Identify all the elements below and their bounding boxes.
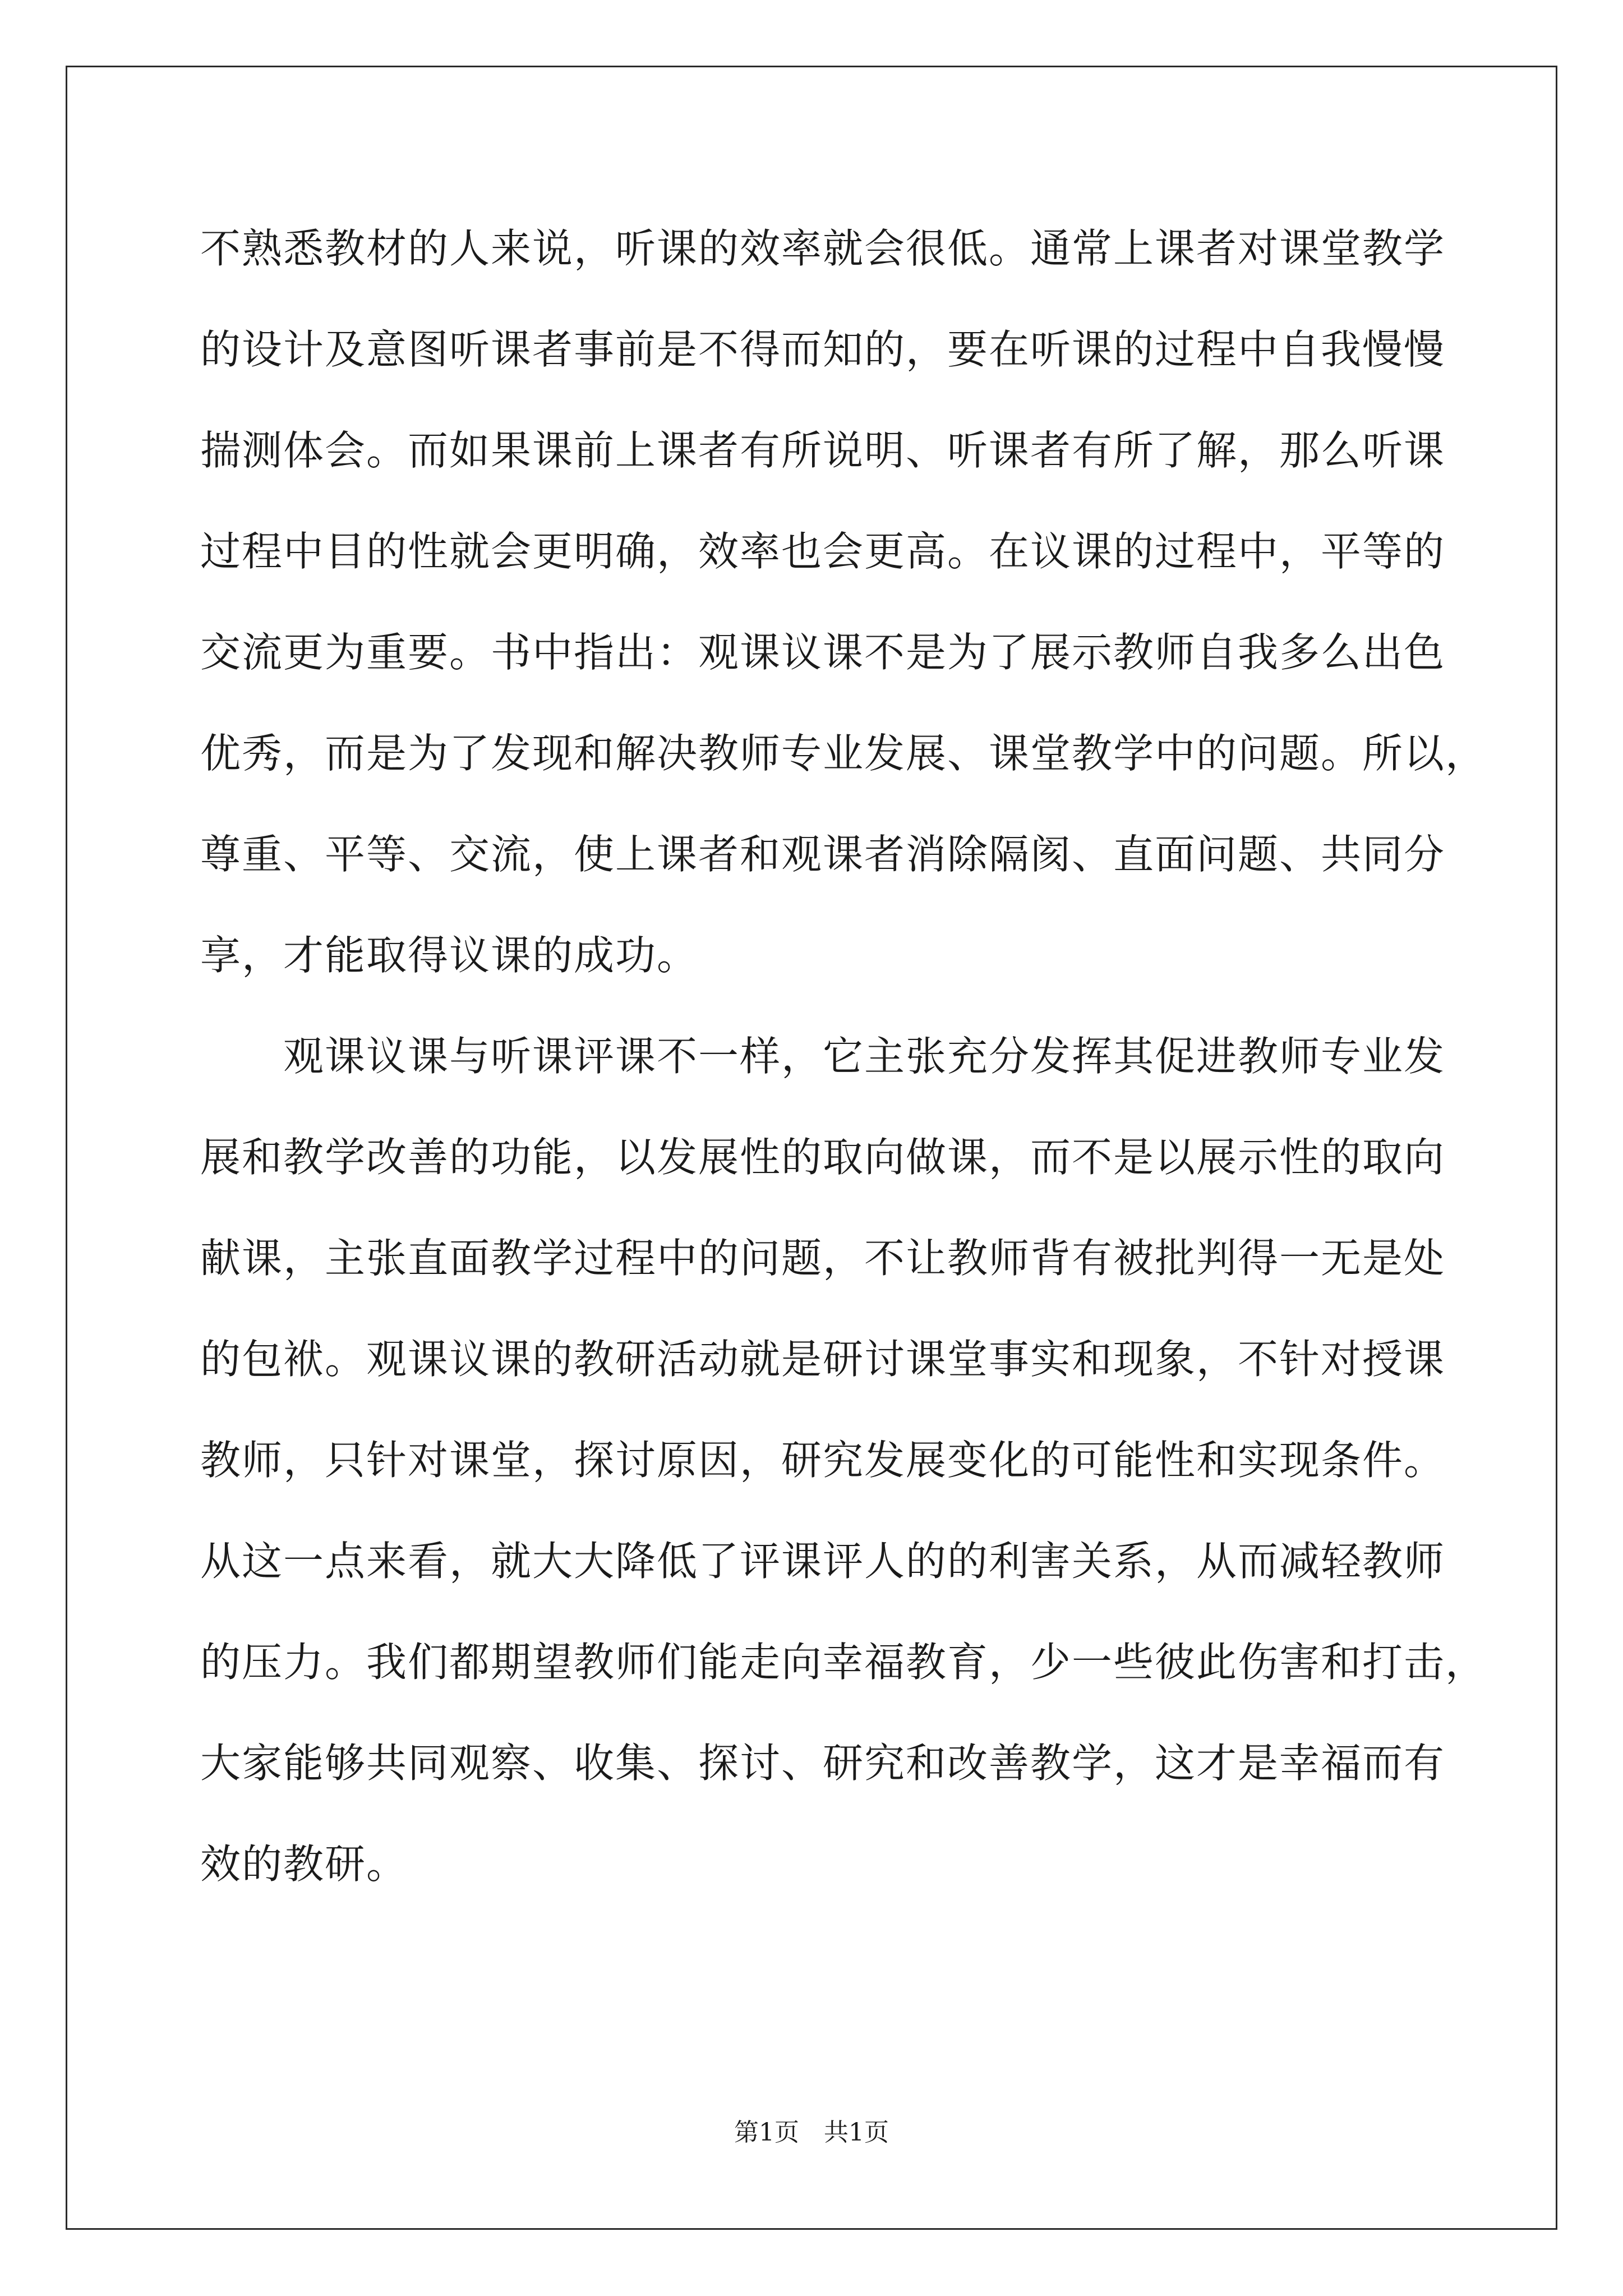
text-line: 不熟悉教材的人来说，听课的效率就会很低。通常上课者对课堂教学: [200, 225, 1446, 272]
page-footer: 第1页 共1页: [734, 2118, 889, 2147]
text-line: 的设计及意图听课者事前是不得而知的，要在听课的过程中自我慢慢: [200, 326, 1446, 373]
text-line: 教师，只针对课堂，探讨原因，研究发展变化的可能性和实现条件。: [200, 1437, 1446, 1484]
text-line: 过程中目的性就会更明确，效率也会更高。在议课的过程中，平等的: [200, 528, 1446, 575]
text-line: 观课议课与听课评课不一样，它主张充分发挥其促进教师专业发: [200, 1033, 1446, 1080]
text-line: 交流更为重要。书中指出：观课议课不是为了展示教师自我多么出色: [200, 629, 1446, 676]
text-line: 尊重、平等、交流，使上课者和观课者消除隔阂、直面问题、共同分: [200, 831, 1446, 878]
text-line: 揣测体会。而如果课前上课者有所说明、听课者有所了解，那么听课: [200, 427, 1446, 474]
text-line: 的包袱。观课议课的教研活动就是研讨课堂事实和现象，不针对授课: [200, 1336, 1446, 1383]
text-line: 从这一点来看，就大大降低了评课评人的的利害关系，从而减轻教师: [200, 1538, 1446, 1585]
text-line: 献课，主张直面教学过程中的问题，不让教师背有被批判得一无是处: [200, 1235, 1446, 1282]
text-line: 优秀，而是为了发现和解决教师专业发展、课堂教学中的问题。所以，: [200, 730, 1487, 777]
text-line: 效的教研。: [200, 1841, 408, 1888]
text-line: 的压力。我们都期望教师们能走向幸福教育，少一些彼此伤害和打击，: [200, 1639, 1487, 1686]
text-line: 享，才能取得议课的成功。: [200, 932, 699, 979]
text-line: 展和教学改善的功能，以发展性的取向做课，而不是以展示性的取向: [200, 1134, 1446, 1181]
text-line: 大家能够共同观察、收集、探讨、研究和改善教学，这才是幸福而有: [200, 1740, 1446, 1787]
